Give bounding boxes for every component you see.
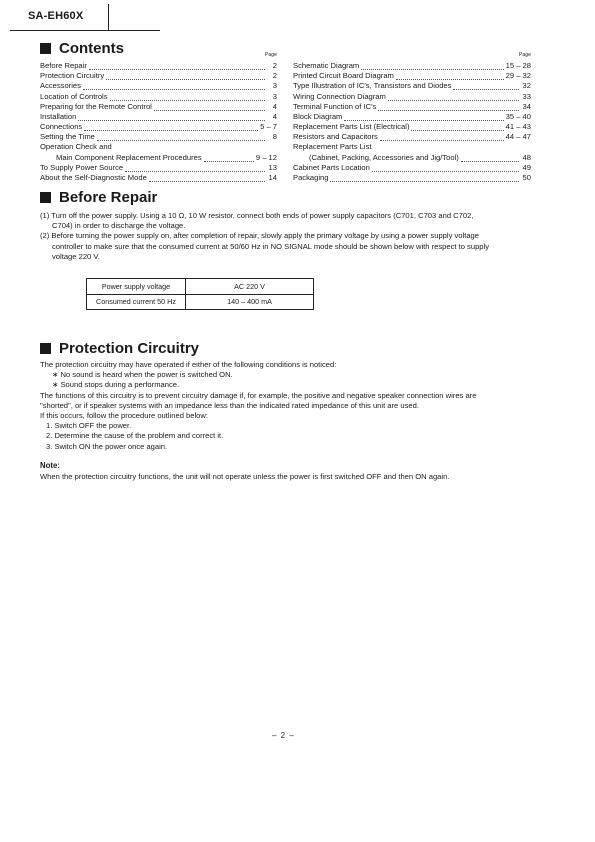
toc-leader-dots — [378, 103, 519, 111]
toc-entry — [40, 92, 277, 102]
toc-entry-title: Schematic Diagram — [293, 60, 360, 70]
toc-entry-title: About the Self-Diagnostic Mode — [40, 173, 147, 183]
toc-entry-title: Type Illustration of IC's, Transistors and Diodes — [293, 81, 452, 91]
toc-entry — [40, 143, 277, 153]
toc-entry-page: 14 — [268, 173, 277, 183]
toc-entry-title: Preparing for the Remote Control — [40, 101, 152, 111]
toc-entry-page: 15 – 28 — [505, 60, 531, 70]
before-repair-line: controller to make sure that the consumed current at 50/60 Hz in NO SIGNAL mode should be shown below with respect to supply — [52, 241, 490, 251]
table-cell-value: AC 220 V — [234, 282, 265, 291]
toc-left-column — [40, 51, 277, 183]
toc-leader-dots — [361, 62, 503, 70]
header-rule — [10, 30, 160, 31]
toc-leader-dots — [110, 93, 265, 101]
protection-heading — [40, 338, 199, 358]
toc-leader-dots — [411, 123, 503, 131]
protection-title: Protection Circuitry — [59, 339, 200, 357]
toc-entry — [40, 112, 277, 122]
toc-leader-dots — [106, 72, 265, 80]
protection-line: ∗ Sound stops during a performance. — [52, 380, 180, 390]
toc-entry — [293, 71, 531, 81]
table-cell-value: 140 – 400 mA — [227, 297, 272, 306]
toc-entry-page: 8 — [272, 132, 277, 142]
toc-page-label-right: Page — [518, 52, 531, 58]
toc-leader-dots — [396, 72, 504, 80]
toc-entry — [293, 143, 531, 153]
toc-leader-dots — [388, 93, 519, 101]
toc-leader-dots — [154, 103, 265, 111]
toc-leader-dots — [453, 82, 519, 90]
protection-step: 3. Switch ON the power once again. — [46, 441, 168, 451]
toc-entry — [293, 112, 531, 122]
toc-entry-page: 32 — [522, 81, 531, 91]
toc-entry-title: Block Diagram — [293, 111, 343, 121]
toc-entry-page: 2 — [272, 71, 277, 81]
toc-entry — [293, 163, 531, 173]
toc-entry-title: Accessories — [40, 81, 81, 91]
toc-entry-page: 48 — [522, 152, 531, 162]
protection-text — [40, 360, 565, 452]
toc-right-column — [293, 51, 531, 183]
before-repair-line: C704) in order to discharge the voltage. — [52, 221, 186, 231]
toc-entry — [293, 61, 531, 71]
toc-entry — [40, 71, 277, 81]
square-bullet-icon — [40, 343, 51, 354]
toc-leader-dots — [89, 62, 265, 70]
toc-entry-title: Terminal Function of IC's — [293, 101, 377, 111]
toc-leader-dots — [149, 174, 265, 182]
toc-entry-page: 35 – 40 — [505, 111, 531, 121]
toc-entry-page: 34 — [522, 101, 531, 111]
toc-entry-page: 29 – 32 — [505, 71, 531, 81]
toc-entry-title: To Supply Power Source — [40, 162, 124, 172]
toc-entry-title: Cabinet Parts Location — [293, 162, 370, 172]
toc-entry-title: Protection Circuitry — [40, 71, 105, 81]
toc-entry-page: 4 — [272, 101, 277, 111]
protection-line: If this occurs, follow the procedure outlined below: — [40, 411, 208, 421]
toc-entry — [40, 61, 277, 71]
square-bullet-icon — [40, 192, 51, 203]
toc-entry-title: Wiring Connection Diagram — [293, 91, 386, 101]
toc-leader-dots — [330, 174, 519, 182]
toc-entry — [293, 132, 531, 142]
toc-leader-dots — [204, 154, 254, 162]
toc-page-label-left: Page — [264, 52, 277, 58]
toc-entry — [293, 153, 531, 163]
before-repair-text — [40, 211, 565, 262]
toc-entry-title: Operation Check and — [40, 142, 112, 152]
protection-line: The protection circuitry may have operated if either of the following conditions is noticed: — [40, 360, 337, 369]
protection-step: 1. Switch OFF the power. — [46, 421, 132, 431]
toc-entry — [293, 81, 531, 91]
before-repair-heading — [40, 187, 157, 207]
toc-entry-page: 13 — [268, 162, 277, 172]
toc-leader-dots — [114, 144, 265, 151]
toc-leader-dots — [78, 113, 265, 121]
toc-entry-title: Installation — [40, 111, 77, 121]
protection-line: "shorted", or if speaker systems with an impedance less than the indicated rated impedance of this unit are used. — [40, 400, 419, 410]
toc-entry — [40, 132, 277, 142]
toc-entry-page: 3 — [272, 81, 277, 91]
toc-entry-title: Setting the Time — [40, 132, 95, 142]
toc-leader-dots — [344, 113, 503, 121]
toc-entry-page: 9 – 12 — [255, 152, 277, 162]
toc-leader-dots — [380, 133, 504, 141]
before-repair-line: voltage 220 V. — [52, 251, 100, 261]
before-repair-title: Before Repair — [59, 188, 158, 206]
protection-line: ∗ No sound is heard when the power is switched ON. — [52, 370, 233, 380]
toc-entry-title: Packaging — [293, 173, 329, 183]
toc-entry — [40, 102, 277, 112]
note-text: When the protection circuitry functions, the unit will not operate unless the power is first switched OFF and then ON again. — [40, 472, 450, 481]
protection-line: The functions of this circuitry is to prevent circuitry damage if, for example, the positive and negative speaker connection wires are — [40, 390, 477, 400]
model-name: SA-EH60X — [28, 10, 84, 22]
toc-leader-dots — [125, 164, 265, 172]
toc-entry-title: Replacement Parts List (Electrical) — [293, 122, 410, 132]
toc-leader-dots — [83, 82, 265, 90]
toc-entry-title: Location of Controls — [40, 91, 108, 101]
toc-entry-page: 2 — [272, 60, 277, 70]
toc-entry-page: 41 – 43 — [505, 122, 531, 132]
note-title: Note: — [40, 461, 60, 470]
toc-entry-title: Main Component Replacement Procedures — [56, 152, 202, 162]
toc-entry-title: Printed Circuit Board Diagram — [293, 71, 394, 81]
before-repair-line: (1) Turn off the power supply. Using a 10 Ω, 10 W resistor, connect both ends of power supply capacitors (C701, C703 and C702, — [40, 211, 474, 220]
toc-entry-page: 33 — [522, 91, 531, 101]
toc-entry — [293, 92, 531, 102]
toc-entry-title: (Cabinet, Packing, Accessories and Jig/Tool) — [309, 152, 459, 162]
page-number: – 2 – — [272, 731, 295, 740]
model-tag — [10, 4, 109, 31]
toc-entry-title: Replacement Parts List — [293, 142, 372, 152]
toc-entry — [293, 102, 531, 112]
toc-entry-page: 50 — [522, 173, 531, 183]
toc-entry — [40, 122, 277, 132]
toc-entry-page: 49 — [522, 162, 531, 172]
toc-entry-page: 3 — [272, 91, 277, 101]
power-table — [86, 278, 314, 310]
toc-entry-page: 4 — [272, 111, 277, 121]
toc-entry-page: 44 – 47 — [505, 132, 531, 142]
table-cell-label: Consumed current 50 Hz — [96, 297, 176, 306]
toc-entry — [40, 153, 277, 163]
toc-leader-dots — [372, 164, 519, 172]
toc-leader-dots — [84, 123, 258, 131]
toc-entry — [40, 81, 277, 91]
toc-entry — [293, 122, 531, 132]
before-repair-line: (2) Before turning the power supply on, after completion of repair, slowly apply the primary voltage by using a power supply voltage — [40, 231, 479, 241]
toc-leader-dots — [97, 133, 265, 141]
toc-leader-dots — [461, 154, 519, 162]
contents-title: Contents — [59, 39, 124, 57]
toc-entry-title: Connections — [40, 122, 83, 132]
toc-entry-page: 5 – 7 — [260, 122, 277, 132]
toc-entry-title: Before Repair — [40, 60, 87, 70]
toc-leader-dots — [374, 144, 519, 151]
toc-entry — [40, 163, 277, 173]
note-text-block — [40, 472, 565, 482]
toc-entry — [40, 173, 277, 183]
toc-entry — [293, 173, 531, 183]
protection-step: 2. Determine the cause of the problem and correct it. — [46, 431, 224, 441]
table-cell-label: Power supply voltage — [101, 282, 171, 291]
toc-entry-title: Resistors and Capacitors — [293, 132, 378, 142]
